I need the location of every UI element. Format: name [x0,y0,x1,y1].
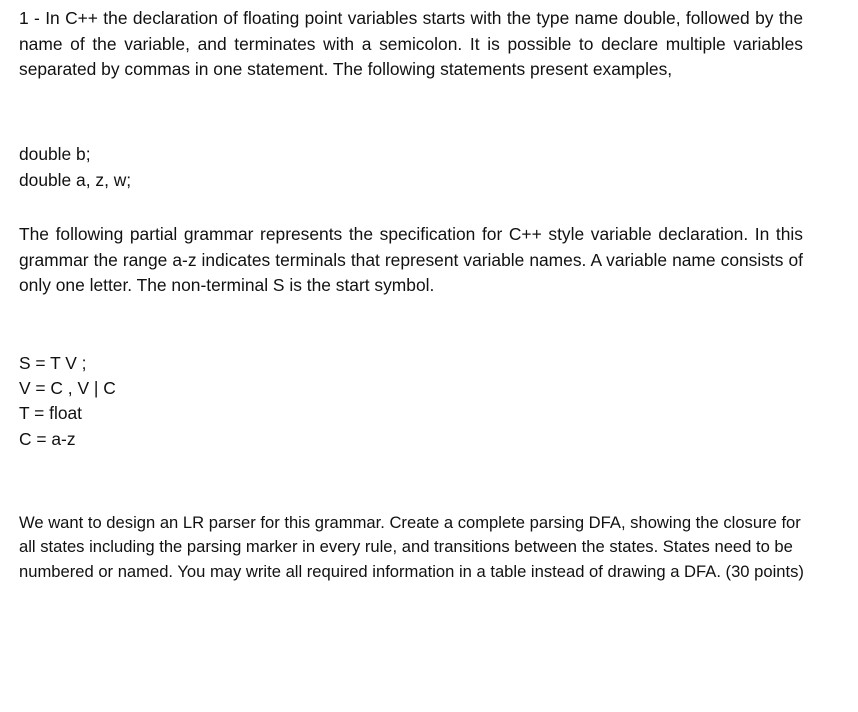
grammar-rule: T = float [19,403,82,424]
grammar-rule: C = a-z [19,428,76,449]
question-intro: 1 - In C++ the declaration of floating point variables starts with the type name double, followed by the name of the variable, and terminates with a semicolon. It is possible to declare multiple variables separated by commas in one statement. The following statements present examples, [19,8,803,80]
example-line: double a, z, w; [19,169,132,190]
grammar-description: The following partial grammar represents the specification for C++ style variable declaration. In this grammar the range a-z indicates terminals that represent variable names. A variable name consists of only one letter. The non-terminal S is the start symbol. [19,224,803,296]
grammar-rule: S = T V ; [19,353,87,373]
task-description: We want to design an LR parser for this grammar. Create a complete parsing DFA, showing the closure for all states including the parsing marker in every rule, and transitions between the states. States need to be numbered or named. You may write all required information in a table instead of drawing a DFA. (30 points) [19,513,804,581]
grammar-rule: V = C , V | C [19,378,116,399]
example-line: double b; [19,144,91,164]
grammar-rules [19,351,116,452]
code-examples [19,142,131,193]
